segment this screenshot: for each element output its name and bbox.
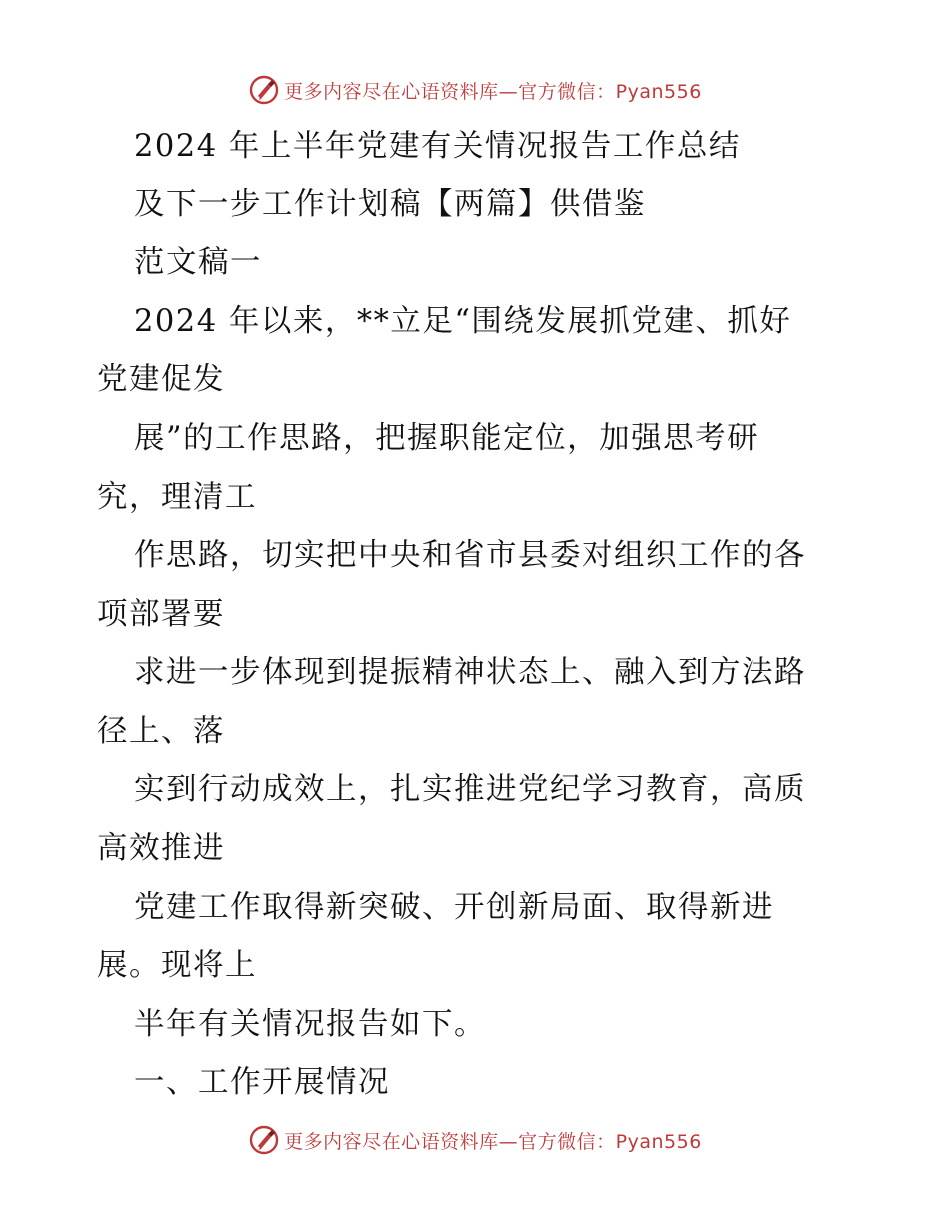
header-watermark-banner (0, 72, 950, 108)
body-line: 高效推进 (97, 831, 225, 866)
body-line: 半年有关情况报告如下。 (134, 1007, 486, 1042)
body-line: 径上、落 (97, 714, 225, 749)
watermark-text: 更多内容尽在心语资料库—官方微信：Pyan556 (284, 1130, 702, 1153)
section-heading: 一、工作开展情况 (134, 1065, 390, 1100)
body-line: 项部署要 (97, 597, 225, 632)
footer-watermark-banner (0, 1122, 950, 1158)
body-line: 作思路，切实把中央和省市县委对组织工作的各 (134, 538, 806, 573)
pen-logo-icon (248, 1124, 280, 1156)
document-subtitle: 范文稿一 (134, 245, 262, 280)
body-line: 展。现将上 (97, 948, 257, 983)
body-line: 求进一步体现到提振精神状态上、融入到方法路 (134, 655, 806, 690)
document-title-line-2: 及下一步工作计划稿【两篇】供借鉴 (134, 187, 646, 222)
document-title-line-1: 2024 年上半年党建有关情况报告工作总结 (134, 129, 741, 164)
watermark-text: 更多内容尽在心语资料库—官方微信：Pyan556 (284, 80, 702, 103)
body-line: 2024 年以来，**立足“围绕发展抓党建、抓好 (134, 304, 792, 339)
body-line: 实到行动成效上，扎实推进党纪学习教育，高质 (134, 772, 806, 807)
body-line: 究，理清工 (97, 480, 257, 515)
body-line: 党建促发 (97, 362, 225, 397)
body-line: 党建工作取得新突破、开创新局面、取得新进 (134, 890, 774, 925)
pen-logo-icon (248, 74, 280, 106)
body-line: 展”的工作思路，把握职能定位，加强思考研 (134, 421, 760, 456)
